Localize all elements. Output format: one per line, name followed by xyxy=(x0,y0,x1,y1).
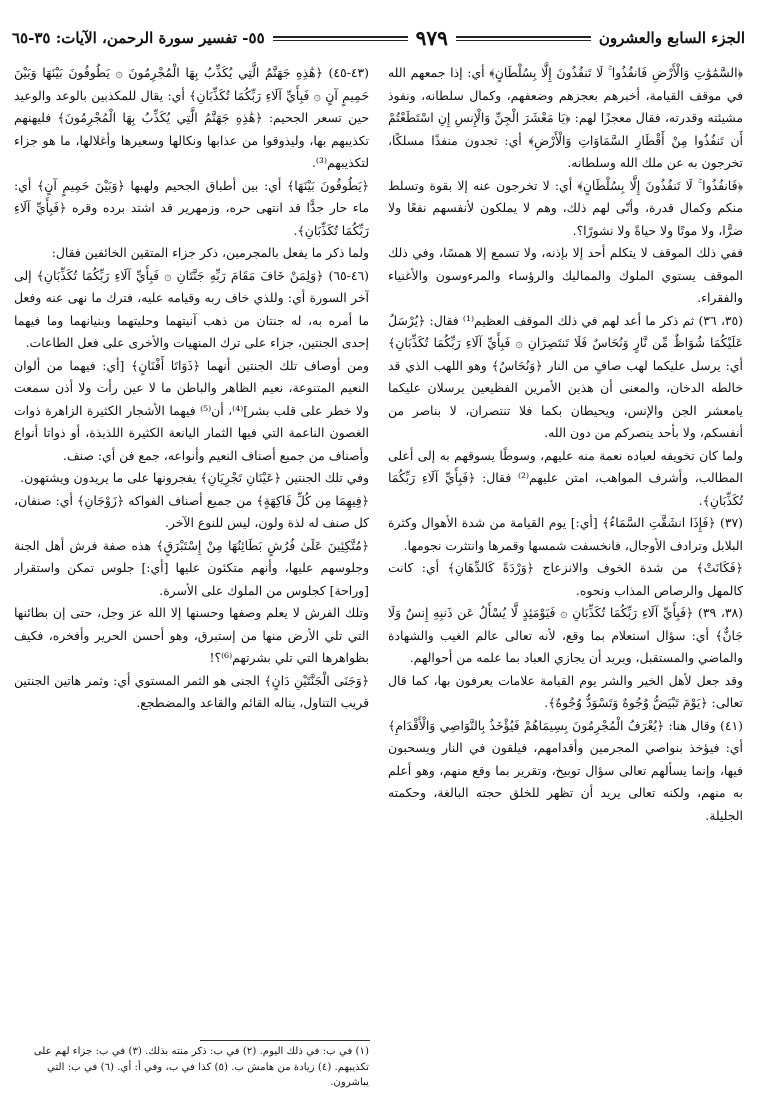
paragraph: ﴿وَجَنَى الْجَنَّتَيْنِ دَانٍ﴾ الجنى هو الثمر المستوي أي: وثمر هاتين الجنتين قريب التناول، يناله القائم والقاعد والمضطجع. xyxy=(14,672,369,710)
paragraph: ﴿السَّمَٰوَٰتِ وَالْأَرْضِ فَانفُذُوا ۚ لَا تَنفُذُونَ إِلَّا بِسُلْطَانٍ﴾ أي: إذا جمعهم الله في موقف القيامة، أخبرهم بعجزهم وضعفهم، وكمال سلطانه، ونفوذ مشيئته وقدرته، فقال معجزًا لهم: ﴿يَا مَعْشَرَ الْجِنِّ وَالْإِنسِ إِنِ اسْتَطَعْتُمْ أَن تَنفُذُوا مِنْ أَقْطَارِ السَّمَاوَاتِ وَالْأَرْضِ﴾ أي: تجدون منفذًا مسلكًا، تخرجون به عن ملك الله وسلطانه. xyxy=(388,65,743,170)
surah-info: ٥٥- تفسير سورة الرحمن، الآيات: ٣٥-٦٥ xyxy=(11,29,265,47)
paragraph: ﴿يَطُوفُونَ بَيْنَهَا﴾ أي: بين أطباق الجحيم ولهبها ﴿وَبَيْنَ حَمِيمٍ آنٍ﴾ أي: ماء حار جدًّا قد انتهى حره، وزمهرير قد اشتد برده وقره ﴿فَبِأَيِّ آلَاءِ رَبِّكُمَا تُكَذِّبَانِ﴾. xyxy=(14,177,369,238)
paragraph: (٤٦-٦٥) ﴿وَلِمَنْ خَافَ مَقَامَ رَبِّهِ جَنَّتَانِ ۞ فَبِأَيِّ آلَاءِ رَبِّكُمَا تُكَذِّبَانِ﴾ إلى آخر السورة أي: وللذي خاف ربه وقيامه عليه، فترك ما نهى عنه وفعل ما أمره به، له جنتان من ذهب آنيتهما وحليتهما وبنيانهما وما فيهما إحدى الجنتين، جزاء على ترك المنهيات والأخرى على فعل الطاعات. xyxy=(14,267,369,350)
paragraph: ﴿فِيهِمَا مِن كُلِّ فَاكِهَةٍ﴾ من جميع أصناف الفواكه ﴿زَوْجَانِ﴾ أي: صنفان، كل صنف له لذة ولون، ليس للنوع الآخر. xyxy=(14,492,369,530)
paragraph: ومن أوصاف تلك الجنتين أنهما ﴿ذَوَاتَا أَفْنَانٍ﴾ [أي: فيهما من ألوان النعيم المتنوعة، نعيم الظاهر والباطن ما لا عين رأت ولا أذن سمعت ولا خطر على قلب بشر]⁽⁴⁾، أن⁽⁵⁾ فيهما الأشجار الكثيرة الزاهرة ذوات الغصون الناعمة التي فيها الثمار اليانعة الكثيرة اللذيذة، أو ذواتا أنواع وأصناف من جميع أصناف النعيم وأنواعه، جمع فن أي: صنف. xyxy=(14,357,369,463)
header-rule xyxy=(456,36,591,41)
left-column xyxy=(14,62,369,1032)
footnotes-divider xyxy=(200,1040,370,1041)
paragraph: وقد جعل لأهل الخير والشر يوم القيامة علامات يعرفون بها، كما قال تعالى: ﴿يَوْمَ تَبْيَضُّ وُجُوهٌ وَتَسْوَدُّ وُجُوهٌ﴾. xyxy=(388,672,743,710)
page-header xyxy=(12,24,745,52)
paragraph: وفي تلك الجنتين ﴿عَيْنَانِ تَجْرِيَانِ﴾ يفجرونها على ما يريدون ويشتهون. xyxy=(20,470,369,485)
header-rule xyxy=(273,36,408,41)
paragraph: ﴿فَانفُذُوا ۚ لَا تَنفُذُونَ إِلَّا بِسُلْطَانٍ﴾ أي: لا تخرجون عنه إلا بقوة وتسلط منكم وكمال قدرة، وأنّى لهم ذلك، وهم لا يملكون لأنفسهم نفعًا ولا ضرًّا، ولا موتًا ولا حياةً ولا نشورًا؟. xyxy=(388,177,743,238)
footnotes xyxy=(14,1044,369,1102)
right-column xyxy=(388,62,743,1032)
part-title: الجزء السابع والعشرون xyxy=(598,29,745,47)
paragraph: (٤٣-٤٥) ﴿هَٰذِهِ جَهَنَّمُ الَّتِي يُكَذِّبُ بِهَا الْمُجْرِمُونَ ۞ يَطُوفُونَ بَيْنَهَا وَبَيْنَ حَمِيمٍ آنٍ ۞ فَبِأَيِّ آلَاءِ رَبِّكُمَا تُكَذِّبَانِ﴾ أي: يقال للمكذبين بالوعد والوعيد حين تسعر الجحيم: ﴿هَٰذِهِ جَهَنَّمُ الَّتِي يُكَذِّبُ بِهَا الْمُجْرِمُونَ﴾ فليهنهم تكذيبهم بها، وليذوقوا من عذابها ونكالها وسعيرها وأغلالها، ما هو جزاء لتكذيبهم⁽³⁾. xyxy=(14,65,369,170)
paragraph: ولما ذكر ما يفعل بالمجرمين، ذكر جزاء المتقين الخائفين فقال: xyxy=(51,245,369,260)
paragraph: (٣٥، ٣٦) ثم ذكر ما أعد لهم في ذلك الموقف العظيم⁽¹⁾ فقال: ﴿يُرْسَلُ عَلَيْكُمَا شُوَاظٌ مِّن نَّارٍ وَنُحَاسٌ فَلَا تَنتَصِرَانِ ۞ فَبِأَيِّ آلَاءِ رَبِّكُمَا تُكَذِّبَانِ﴾ أي: يرسل عليكما لهب صافٍ من النار ﴿وَنُحَاسٌ﴾ وهو اللهب الذي قد خالطه الدخان، والمعنى أن هذين الأمرين الفظيعين يرسلان عليكما يامعشر الجن والإنس، ويحيطان بكما فلا تنتصران، لا بناصر من أنفسكم، ولا بأحد ينصركم من دون الله. xyxy=(388,312,743,440)
paragraph: (٤١) وقال هنا: ﴿يُعْرَفُ الْمُجْرِمُونَ بِسِيمَاهُمْ فَيُؤْخَذُ بِالنَّوَاصِي وَالْأَقْدَامِ﴾ أي: فيؤخذ بنواصي المجرمين وأقدامهم، فيلقون في النار ويسحبون فيها، وإنما يسألهم تعالى سؤال توبيخ، وتقرير بما وقع منهم، وهو أعلم به منهم، ولكنه تعالى يريد أن تظهر للخلق حجته البالغة، وحكمته الجليلة. xyxy=(388,717,743,823)
paragraph: وتلك الفرش لا يعلم وصفها وحسنها إلا الله عز وجل، حتى إن بطائنها التي تلي الأرض منها من إستبرق، وهو أحسن الحرير وأفخره، فكيف بظواهرها التي تلي بشرتهم⁽⁶⁾؟! xyxy=(14,605,369,665)
footnote-text: (١) في ب: في ذلك اليوم. (٢) في ب: ذكر منته بذلك. (٣) في ب: جزاء لهم على تكذيبهم. (٤) زيادة من هامش ب. (٥) كذا في ب، وفي أ: أي. (٦) في ب: التي يباشرون. xyxy=(33,1046,369,1088)
paragraph: ﴿مُتَّكِئِينَ عَلَىٰ فُرُشٍ بَطَائِنُهَا مِنْ إِسْتَبْرَقٍ﴾ هذه صفة فرش أهل الجنة وجلوسهم عليها، وأنهم متكئون عليها [أي:] جلوس تمكن واستقرار [وراحة] كجلوس من الملوك على الأسرة. xyxy=(14,537,369,598)
paragraph: ففي ذلك الموقف لا يتكلم أحد إلا بإذنه، ولا تسمع إلا همسًا، وفي ذلك الموقف يستوي الملوك والمماليك والرؤساء والمرءوسون والأغنياء والفقراء. xyxy=(388,245,743,305)
paragraph: ولما كان تخويفه لعباده نعمة منه عليهم، وسوطًا يسوقهم به إلى أعلى المطالب، وأشرف المواهب، امتن عليهم⁽²⁾ فقال: ﴿فَبِأَيِّ آلَاءِ رَبِّكُمَا تُكَذِّبَانِ﴾. xyxy=(388,447,743,508)
page-number: ٩٧٩ xyxy=(415,26,448,50)
paragraph: ﴿فَكَانَتْ﴾ من شدة الخوف والانزعاج ﴿وَرْدَةً كَالدِّهَانِ﴾ أي: كانت كالمهل والرصاص المذاب ونحوه. xyxy=(388,560,743,598)
paragraph: (٣٨، ٣٩) ﴿فَبِأَيِّ آلَاءِ رَبِّكُمَا تُكَذِّبَانِ ۞ فَيَوْمَئِذٍ لَّا يُسْأَلُ عَن ذَنبِهِ إِنسٌ وَلَا جَانٌّ﴾ أي: سؤال استعلام بما وقع، لأنه تعالى عالم الغيب والشهادة والماضي والمستقبل، ويريد أن يجازي العباد بما علمه من أحوالهم. xyxy=(388,605,743,665)
paragraph: (٣٧) ﴿فَإِذَا انشَقَّتِ السَّمَاءُ﴾ [أي:] يوم القيامة من شدة الأهوال وكثرة البلابل وترادف الأوجال، فانخسفت شمسها وقمرها وانتثرت نجومها. xyxy=(388,515,743,553)
